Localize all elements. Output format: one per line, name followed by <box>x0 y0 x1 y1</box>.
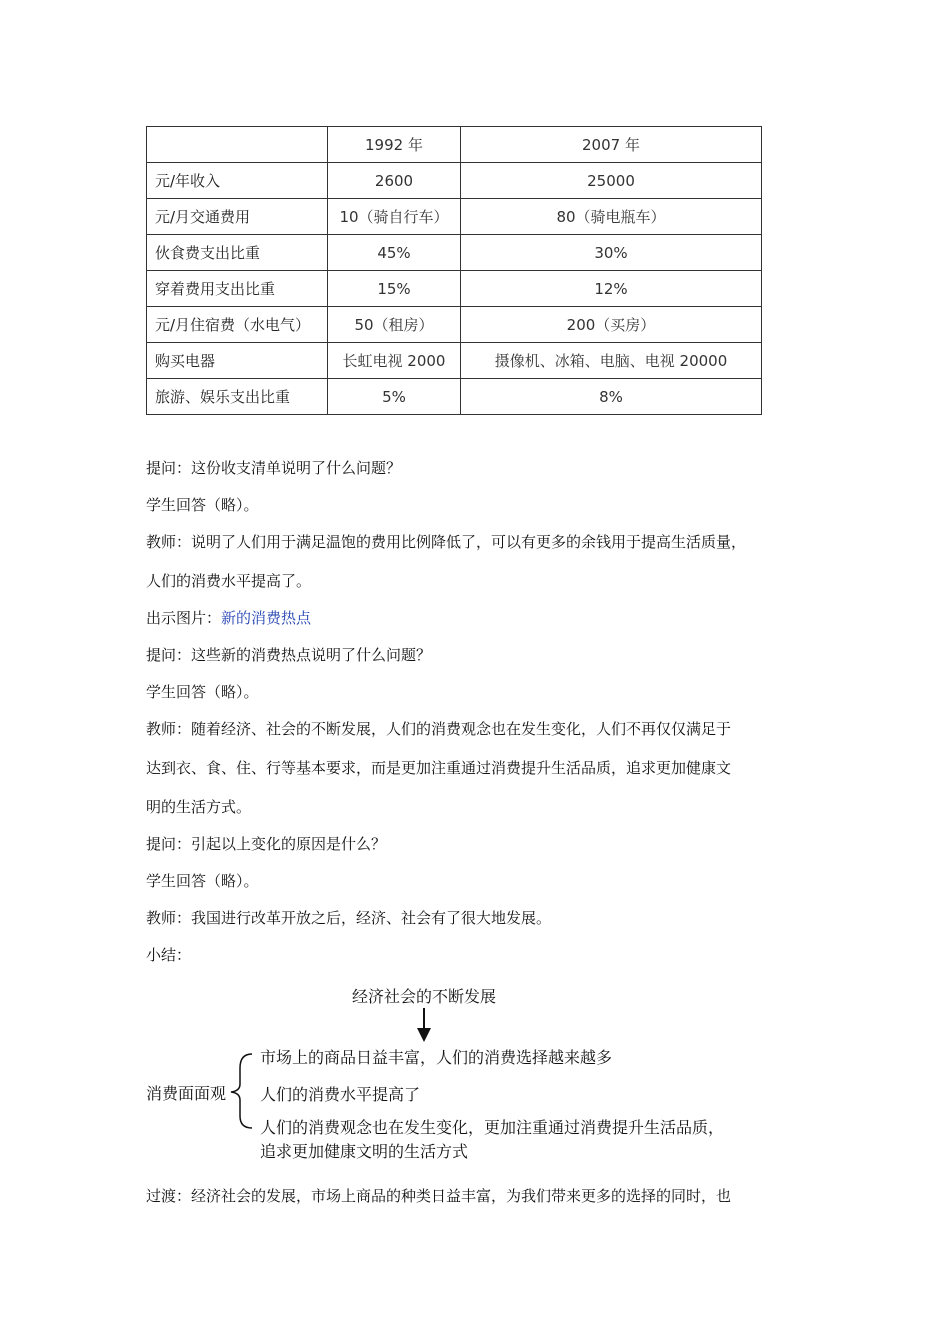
diagram-left-label: 消费面面观 <box>146 1084 227 1103</box>
teacher-reply-2-line-2: 达到衣、食、住、行等基本要求，而是更加注重通过消费提升生活品质，追求更加健康文 <box>146 759 732 777</box>
student-answer-1: 学生回答（略）。 <box>146 496 259 514</box>
transition-line: 过渡：经济社会的发展，市场上商品的种类日益丰富，为我们带来更多的选择的同时，也 <box>146 1187 732 1205</box>
table-cell: 2600 <box>328 163 461 199</box>
table-cell: 元/月交通费用 <box>147 199 328 235</box>
table-cell: 80（骑电瓶车） <box>461 199 762 235</box>
table-cell: 5% <box>328 379 461 415</box>
show-picture-line <box>146 608 311 628</box>
hot-consumption-link[interactable]: 新的消费热点 <box>221 609 312 627</box>
table-cell: 购买电器 <box>147 343 328 379</box>
question-2: 提问：这些新的消费热点说明了什么问题？ <box>146 646 432 664</box>
down-arrow-head <box>417 1028 431 1042</box>
table-header-row <box>147 127 762 163</box>
question-3: 提问：引起以上变化的原因是什么？ <box>146 835 387 853</box>
diagram-top-node: 经济社会的不断发展 <box>352 987 497 1006</box>
table-row <box>147 307 762 343</box>
table-row <box>147 163 762 199</box>
diagram-item-1: 市场上的商品日益丰富，人们的消费选择越来越多 <box>260 1048 613 1067</box>
table-cell: 45% <box>328 235 461 271</box>
table-cell: 10（骑自行车） <box>328 199 461 235</box>
table-cell: 旅游、娱乐支出比重 <box>147 379 328 415</box>
table-row <box>147 271 762 307</box>
table-cell: 摄像机、冰箱、电脑、电视 20000 <box>461 343 762 379</box>
table-cell: 穿着费用支出比重 <box>147 271 328 307</box>
student-answer-2: 学生回答（略）。 <box>146 683 259 701</box>
table-cell: 元/年收入 <box>147 163 328 199</box>
teacher-reply-2-line-3: 明的生活方式。 <box>146 798 252 816</box>
teacher-reply-1-line-2: 人们的消费水平提高了。 <box>146 572 312 590</box>
table-header-cell: 1992 年 <box>328 127 461 163</box>
teacher-reply-3: 教师：我国进行改革开放之后，经济、社会有了很大地发展。 <box>146 909 552 927</box>
table-cell: 25000 <box>461 163 762 199</box>
diagram-item-3-line-2: 追求更加健康文明的生活方式 <box>260 1142 469 1161</box>
summary-label: 小结： <box>146 946 192 964</box>
teacher-reply-1-line-1: 教师：说明了人们用于满足温饱的费用比例降低了，可以有更多的余钱用于提高生活质量， <box>146 533 747 551</box>
table-cell: 15% <box>328 271 461 307</box>
table-cell: 30% <box>461 235 762 271</box>
table-row <box>147 343 762 379</box>
question-1: 提问：这份收支清单说明了什么问题？ <box>146 459 402 477</box>
table-cell: 50（租房） <box>328 307 461 343</box>
teacher-reply-2-line-1: 教师：随着经济、社会的不断发展，人们的消费观念也在发生变化，人们不再仅仅满足于 <box>146 720 732 738</box>
table-header-cell <box>147 127 328 163</box>
table-row <box>147 235 762 271</box>
income-expense-table <box>146 126 762 415</box>
diagram-item-2: 人们的消费水平提高了 <box>260 1085 421 1104</box>
table-cell: 元/月住宿费（水电气） <box>147 307 328 343</box>
table-row <box>147 379 762 415</box>
diagram-item-3-line-1: 人们的消费观念也在发生变化，更加注重通过消费提升生活品质， <box>260 1118 725 1137</box>
curly-brace <box>231 1054 252 1128</box>
table-cell: 8% <box>461 379 762 415</box>
student-answer-3: 学生回答（略）。 <box>146 872 259 890</box>
table-header-cell: 2007 年 <box>461 127 762 163</box>
table-row <box>147 199 762 235</box>
table-cell: 200（买房） <box>461 307 762 343</box>
table-cell: 长虹电视 2000 <box>328 343 461 379</box>
table-cell: 伙食费支出比重 <box>147 235 328 271</box>
show-picture-label: 出示图片： <box>146 609 222 627</box>
table-cell: 12% <box>461 271 762 307</box>
